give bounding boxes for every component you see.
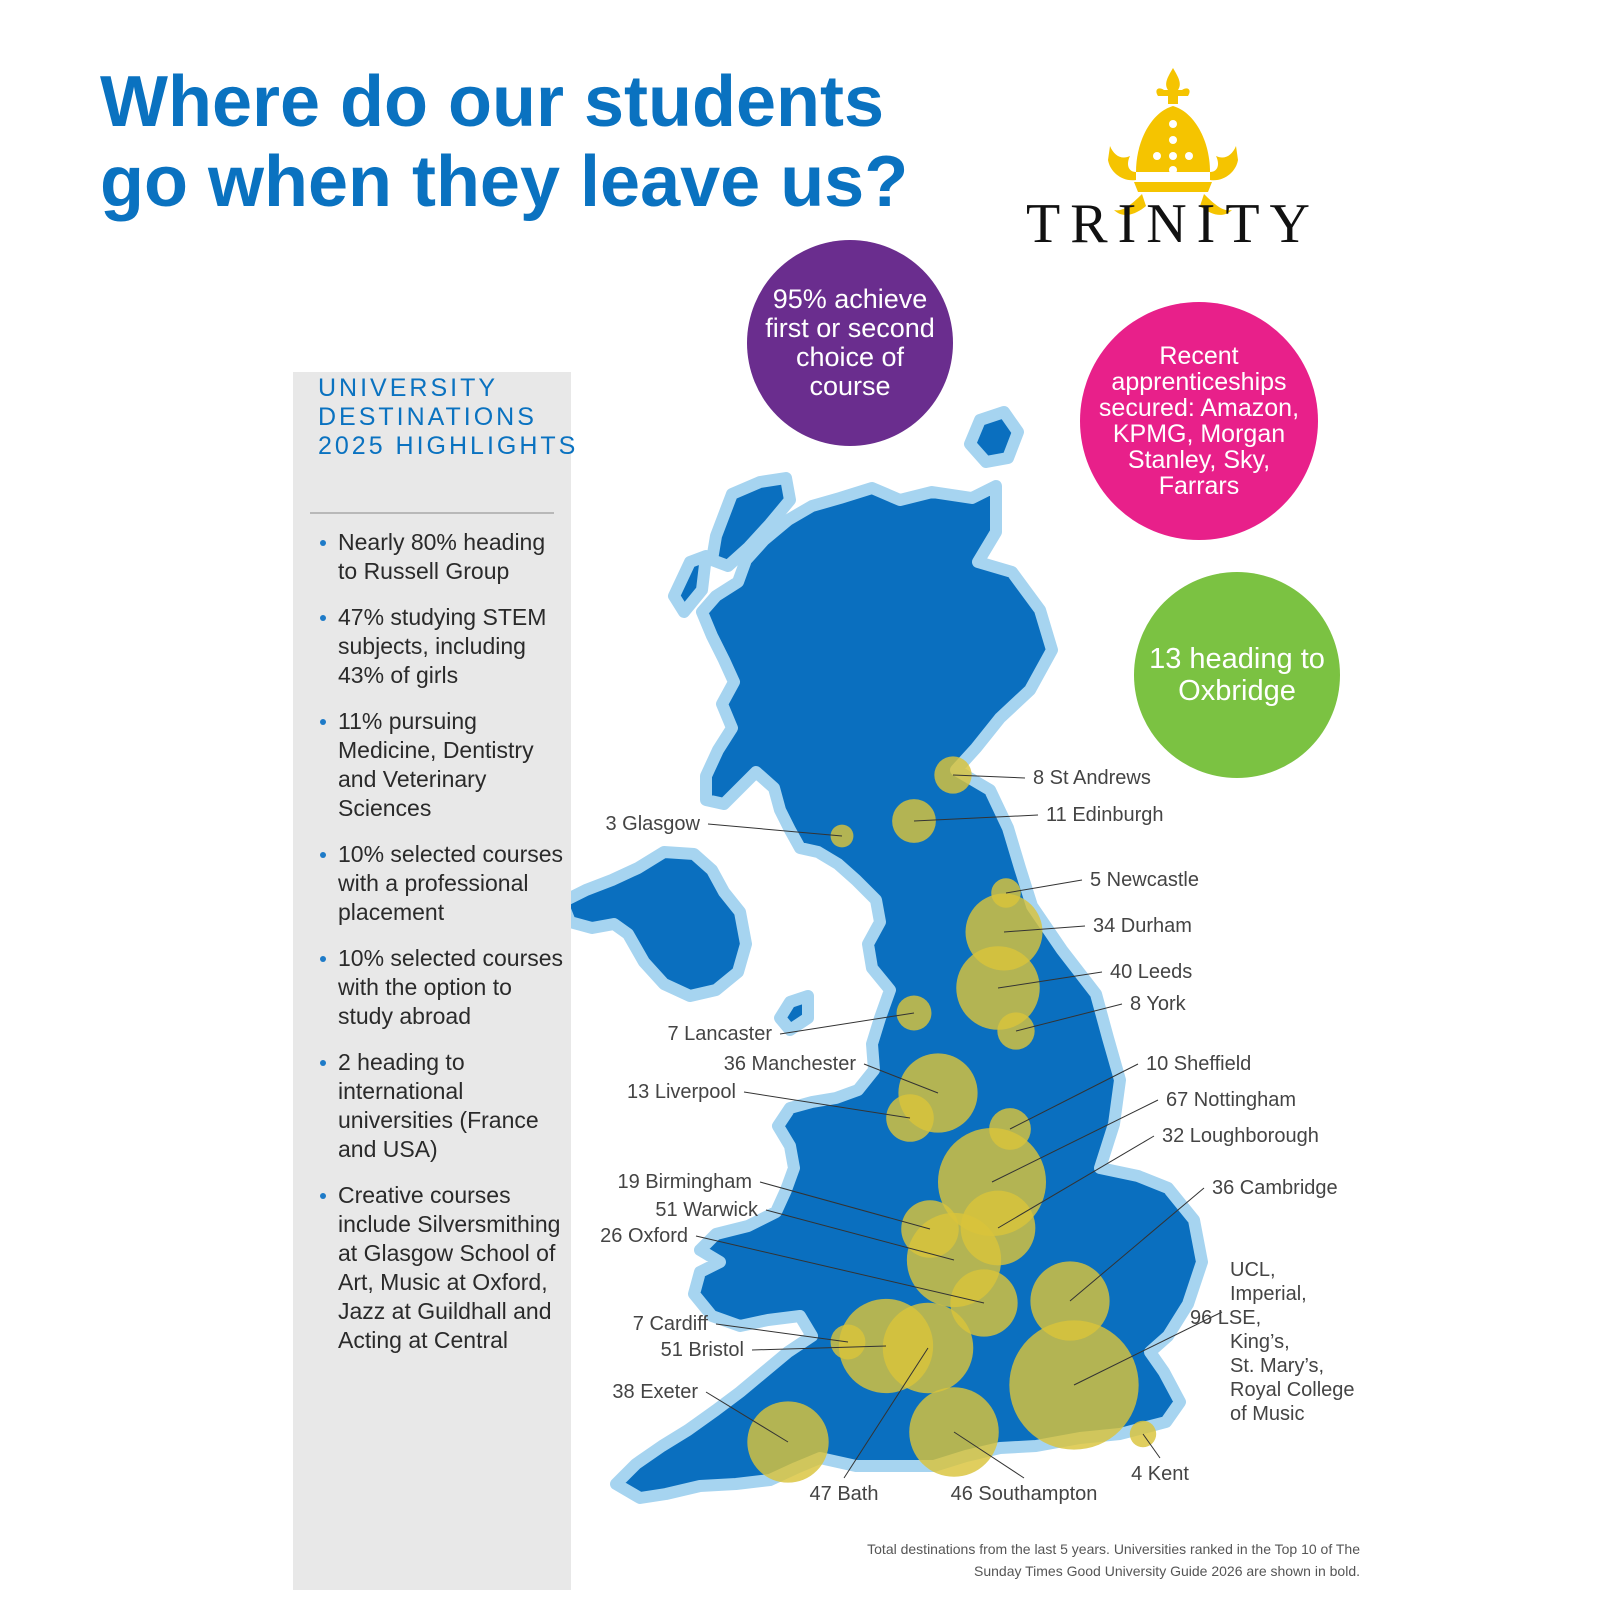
footnote: Total destinations from the last 5 years. Universities ranked in the Top 10 of The Sunday Times Good University Guide 2026 are shown in bold.	[867, 1541, 1360, 1579]
label-edinburgh: 11 Edinburgh	[1046, 804, 1164, 826]
label-durham: 34 Durham	[1093, 915, 1192, 937]
apprenticeships-bubble	[1080, 302, 1318, 540]
label-southampton: 46 Southampton	[950, 1483, 1098, 1505]
first-choice-text: 95% achieve first or second choice of course	[765, 284, 935, 401]
label-bristol: 51 Bristol	[660, 1339, 744, 1361]
label-liverpool: 13 Liverpool	[627, 1081, 736, 1103]
apprenticeships-text: Recent apprenticeships secured: Amazon, KPMG, Morgan Stanley, Sky, Farrars	[1098, 342, 1300, 500]
panel-heading-line: UNIVERSITY	[318, 374, 499, 402]
label-glasgow: 3 Glasgow	[605, 813, 700, 835]
highlight-item: 47% studying STEM subjects, including 43% of girls	[318, 603, 568, 690]
label-st-andrews: 8 St Andrews	[1033, 767, 1151, 789]
panel-divider	[310, 512, 554, 514]
panel-heading-line: 2025 HIGHLIGHTS	[318, 432, 579, 460]
label-birmingham: 19 Birmingham	[617, 1171, 752, 1193]
highlight-item: 10% selected courses with the option to study abroad	[318, 944, 568, 1031]
label-nottingham: 67 Nottingham	[1166, 1089, 1297, 1111]
oxbridge-bubble	[1134, 572, 1340, 778]
label-york: 8 York	[1130, 993, 1186, 1015]
highlight-item: Nearly 80% heading to Russell Group	[318, 528, 568, 586]
label-kent: 4 Kent	[1131, 1463, 1189, 1485]
highlight-item: 11% pursuing Medicine, Dentistry and Veterinary Sciences	[318, 707, 568, 823]
logo-wordmark: TRINITY	[1026, 193, 1320, 255]
label-lancaster: 7 Lancaster	[667, 1023, 772, 1045]
page-title: Where do our students go when they leave us?	[100, 62, 909, 222]
highlights-list	[318, 528, 568, 1372]
label-warwick: 51 Warwick	[655, 1199, 758, 1221]
label-newcastle: 5 Newcastle	[1090, 869, 1199, 891]
label-manchester: 36 Manchester	[723, 1053, 856, 1075]
label-bath: 47 Bath	[809, 1483, 879, 1505]
label-oxford: 26 Oxford	[600, 1225, 688, 1247]
label-sheffield: 10 Sheffield	[1146, 1053, 1252, 1075]
label-london: UCL, Imperial, 96 LSE, King’s, St. Mary’s, Royal College of Music	[1190, 1259, 1355, 1425]
label-exeter: 38 Exeter	[612, 1381, 698, 1403]
oxbridge-text: 13 heading to Oxbridge	[1149, 643, 1325, 707]
highlight-item: 10% selected courses with a professional placement	[318, 840, 568, 927]
highlight-item: 2 heading to international universities (France and USA)	[318, 1048, 568, 1164]
label-loughborough: 32 Loughborough	[1162, 1125, 1319, 1147]
label-cardiff: 7 Cardiff	[632, 1313, 708, 1335]
first-choice-bubble	[747, 240, 953, 446]
panel-heading-line: DESTINATIONS	[318, 403, 537, 431]
label-leeds: 40 Leeds	[1110, 961, 1193, 983]
highlight-item: Creative courses include Silversmithing at Glasgow School of Art, Music at Oxford, Jazz at Guildhall and Acting at Central	[318, 1181, 568, 1355]
panel-heading	[318, 374, 608, 461]
label-cambridge: 36 Cambridge	[1212, 1177, 1338, 1199]
